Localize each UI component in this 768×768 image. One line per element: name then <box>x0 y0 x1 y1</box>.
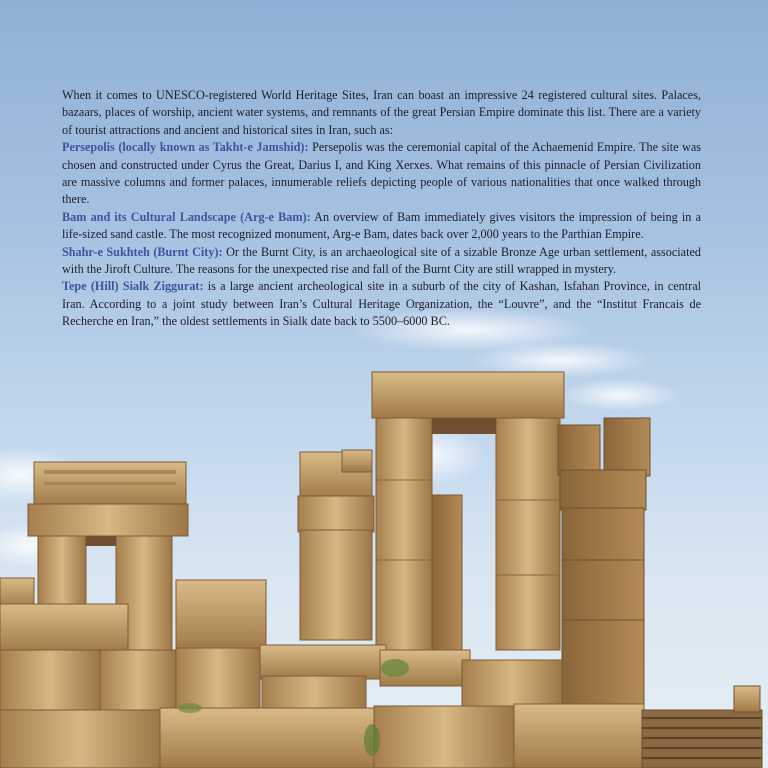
article-text <box>62 87 701 331</box>
site-description: An overview of Bam immediately gives visitors the impression of being in a life-sized sand castle. The most recognized monument, Arg-e Bam, dates back over 2,000 years to the Parthian Empire. <box>62 209 701 242</box>
site-heading: Persepolis (locally known as Takht-e Jamshid): <box>62 140 309 155</box>
site-bam <box>62 209 701 244</box>
site-heading: Shahr-e Sukhteh (Burnt City): <box>62 244 223 259</box>
site-description: is a large ancient archeological site in a suburb of the city of Kashan, Isfahan Province, in central Iran. According to a joint study between Iran’s Cultural Heritage Organization, the “Louvre”, and the “Institut Francais de Recherche en Iran,” the oldest settlements in Sialk date back to 5500–6000 BC. <box>62 279 701 329</box>
site-description: Or the Burnt City, is an archaeological site of a sizable Bronze Age urban settlement, associated with the Jiroft Culture. The reasons for the unexpected rise and fall of the Burnt City are still wrapped in mystery. <box>62 244 701 277</box>
site-burnt-city <box>62 244 701 279</box>
central-gateway <box>372 372 564 655</box>
site-heading: Bam and its Cultural Landscape (Arg-e Bam): <box>62 209 311 224</box>
intro-paragraph: When it comes to UNESCO-registered World Heritage Sites, Iran can boast an impressive 24 registered cultural sites. Palaces, bazaars, places of worship, ancient water systems, and remnants of the great Persian Empire dominate this list. There are a variety of tourist attractions and ancient and historical sites in Iran, such as: <box>62 88 701 137</box>
site-description: Persepolis was the ceremonial capital of the Achaemenid Empire. The site was chosen and constructed under Cyrus the Great, Darius I, and King Xerxes. What remains of this pinnacle of Persian Civilization are massive columns and former palaces, innumerable reliefs depicting people of various nationalities that once walked through there. <box>62 140 701 207</box>
site-sialk <box>62 278 701 330</box>
pillar-stack <box>298 450 374 640</box>
site-persepolis <box>62 139 701 209</box>
site-heading: Tepe (Hill) Sialk Ziggurat: <box>62 279 204 294</box>
right-pillars <box>558 418 650 708</box>
stairway <box>642 686 762 768</box>
